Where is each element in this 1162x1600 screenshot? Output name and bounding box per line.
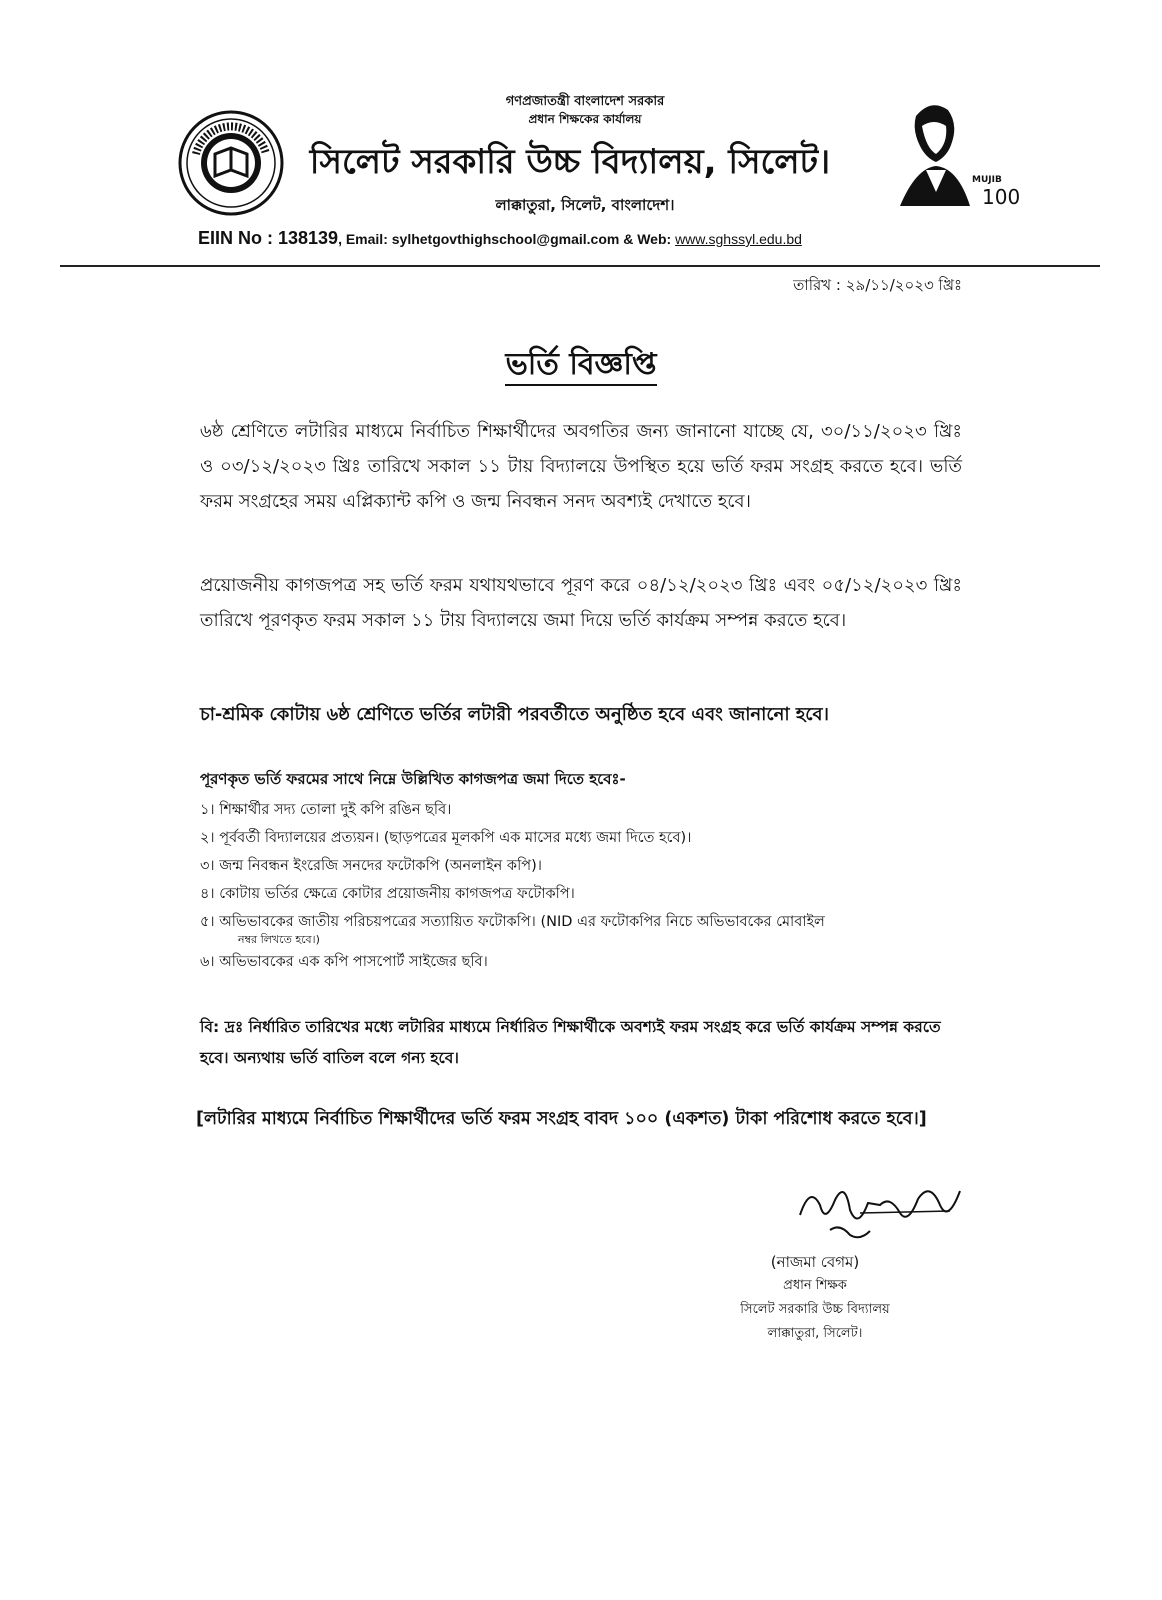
signatory-name: (নাজমা বেগম) xyxy=(770,1253,860,1271)
list-item-continuation: নম্বর লিখতে হবে।) xyxy=(238,933,320,946)
contact-line xyxy=(198,228,958,249)
list-item: ৫। অভিভাবকের জাতীয় পরিচয়পত্রের সত্যায়িত ফটোকপি। (NID এর ফটোকপির নিচে অভিভাবকের মোবাইল xyxy=(200,914,825,930)
school-address: লাক্কাতুরা, সিলেট, বাংলাদেশ। xyxy=(495,196,675,214)
list-item-with-note xyxy=(200,908,970,948)
list-item: ৪। কোটায় ভর্তির ক্ষেত্রে কোটার প্রয়োজনীয় কাগজপত্র ফটোকপি। xyxy=(200,886,575,902)
signatory-school: সিলেট সরকারি উচ্চ বিদ্যালয় xyxy=(740,1302,890,1317)
signatory-designation: প্রধান শিক্ষক xyxy=(783,1278,847,1293)
school-name: সিলেট সরকারি উচ্চ বিদ্যালয়, সিলেট। xyxy=(309,142,831,182)
signatory-block xyxy=(690,1250,940,1346)
list-item: ২। পূর্ববর্তী বিদ্যালয়ের প্রত্যয়ন। (ছাড়পত্রের মূলকপি এক মাসের মধ্যে জমা দিতে হবে)। xyxy=(200,830,692,846)
documents-heading: পূরণকৃত ভর্তি ফরমের সাথে নিম্নে উল্লিখিত কাগজপত্র জমা দিতে হবেঃ- xyxy=(200,770,626,788)
signature-icon xyxy=(790,1175,970,1250)
list-item: ১। শিক্ষার্থীর সদ্য তোলা দুই কপি রঙিন ছবি। xyxy=(200,802,452,818)
paragraph-2: প্রয়োজনীয় কাগজপত্র সহ ভর্তি ফরম যথাযথভাবে পূরণ করে ০৪/১২/২০২৩ খ্রিঃ এবং ০৫/১২/২০২৩ খ্রিঃ তারিখে পূরণকৃত ফরম সকাল ১১ টায় বিদ্যালয়ে জমা দিয়ে ভর্তি কার্যক্রম সম্পন্ন করতে হবে। xyxy=(200,575,962,631)
mujib-100-logo-icon xyxy=(886,96,1021,216)
nota-bene: বি: দ্রঃ নির্ধারিত তারিখের মধ্যে লটারির মাধ্যমে নির্ধারিত শিক্ষার্থীকে অবশ্যই ফরম সংগ্রহ করে ভর্তি কার্যক্রম সম্পন্ন করতে হবে। অন্যথায় ভর্তি বাতিল বলে গন্য হবে। xyxy=(200,1018,941,1067)
signatory-address: লাক্কাতুরা, সিলেট। xyxy=(767,1326,863,1341)
list-item: ৩। জন্ম নিবন্ধন ইংরেজি সনদের ফটোকপি (অনলাইন কপি)। xyxy=(200,858,542,874)
email-text: , Email: sylhetgovthighschool@gmail.com & Web: xyxy=(338,231,676,247)
website-link[interactable]: www.sghssyl.edu.bd xyxy=(675,231,802,247)
documents-list xyxy=(200,796,970,976)
school-logo-icon xyxy=(178,110,284,216)
header-divider xyxy=(60,265,1100,267)
notice-title xyxy=(400,340,762,391)
form-fee-notice: [লটারির মাধ্যমে নির্বাচিত শিক্ষার্থীদের ভর্তি ফরম সংগ্রহ বাবদ ১০০ (একশত) টাকা পরিশোধ করতে হবে।] xyxy=(196,1109,927,1129)
notice-date: তারিখ : ২৯/১১/২০২৩ খ্রিঃ xyxy=(793,276,962,294)
paragraph-1: ৬ষ্ঠ শ্রেণিতে লটারির মাধ্যমে নির্বাচিত শিক্ষার্থীদের অবগতির জন্য জানানো যাচ্ছে যে, ৩০/১১/২০২৩ খ্রিঃ ও ০৩/১২/২০২৩ খ্রিঃ তারিখে সকাল ১১ টায় বিদ্যালয়ে উপস্থিত হয়ে ভর্তি ফরম সংগ্রহ করতে হবে। ভর্তি ফরম সংগ্রহের সময় এপ্লিক্যান্ট কপি ও জন্ম নিবন্ধন সনদ অবশ্যই দেখাতে হবে। xyxy=(200,421,962,512)
tea-worker-quota-notice: চা-শ্রমিক কোটায় ৬ষ্ঠ শ্রেণিতে ভর্তির লটারী পরবর্তীতে অনুষ্ঠিত হবে এবং জানানো হবে। xyxy=(200,704,829,725)
government-name: গণপ্রজাতন্ত্রী বাংলাদেশ সরকার xyxy=(505,94,665,109)
notice-title-text: ভর্তি বিজ্ঞপ্তি xyxy=(505,347,656,386)
svg-text:MUJIB: MUJIB xyxy=(972,175,1002,185)
svg-text:100: 100 xyxy=(982,185,1021,209)
eiin-number: EIIN No : 138139 xyxy=(198,228,339,248)
list-item: ৬। অভিভাবকের এক কপি পাসপোর্ট সাইজের ছবি। xyxy=(200,954,488,970)
office-name: প্রধান শিক্ষকের কার্যালয় xyxy=(528,112,642,126)
